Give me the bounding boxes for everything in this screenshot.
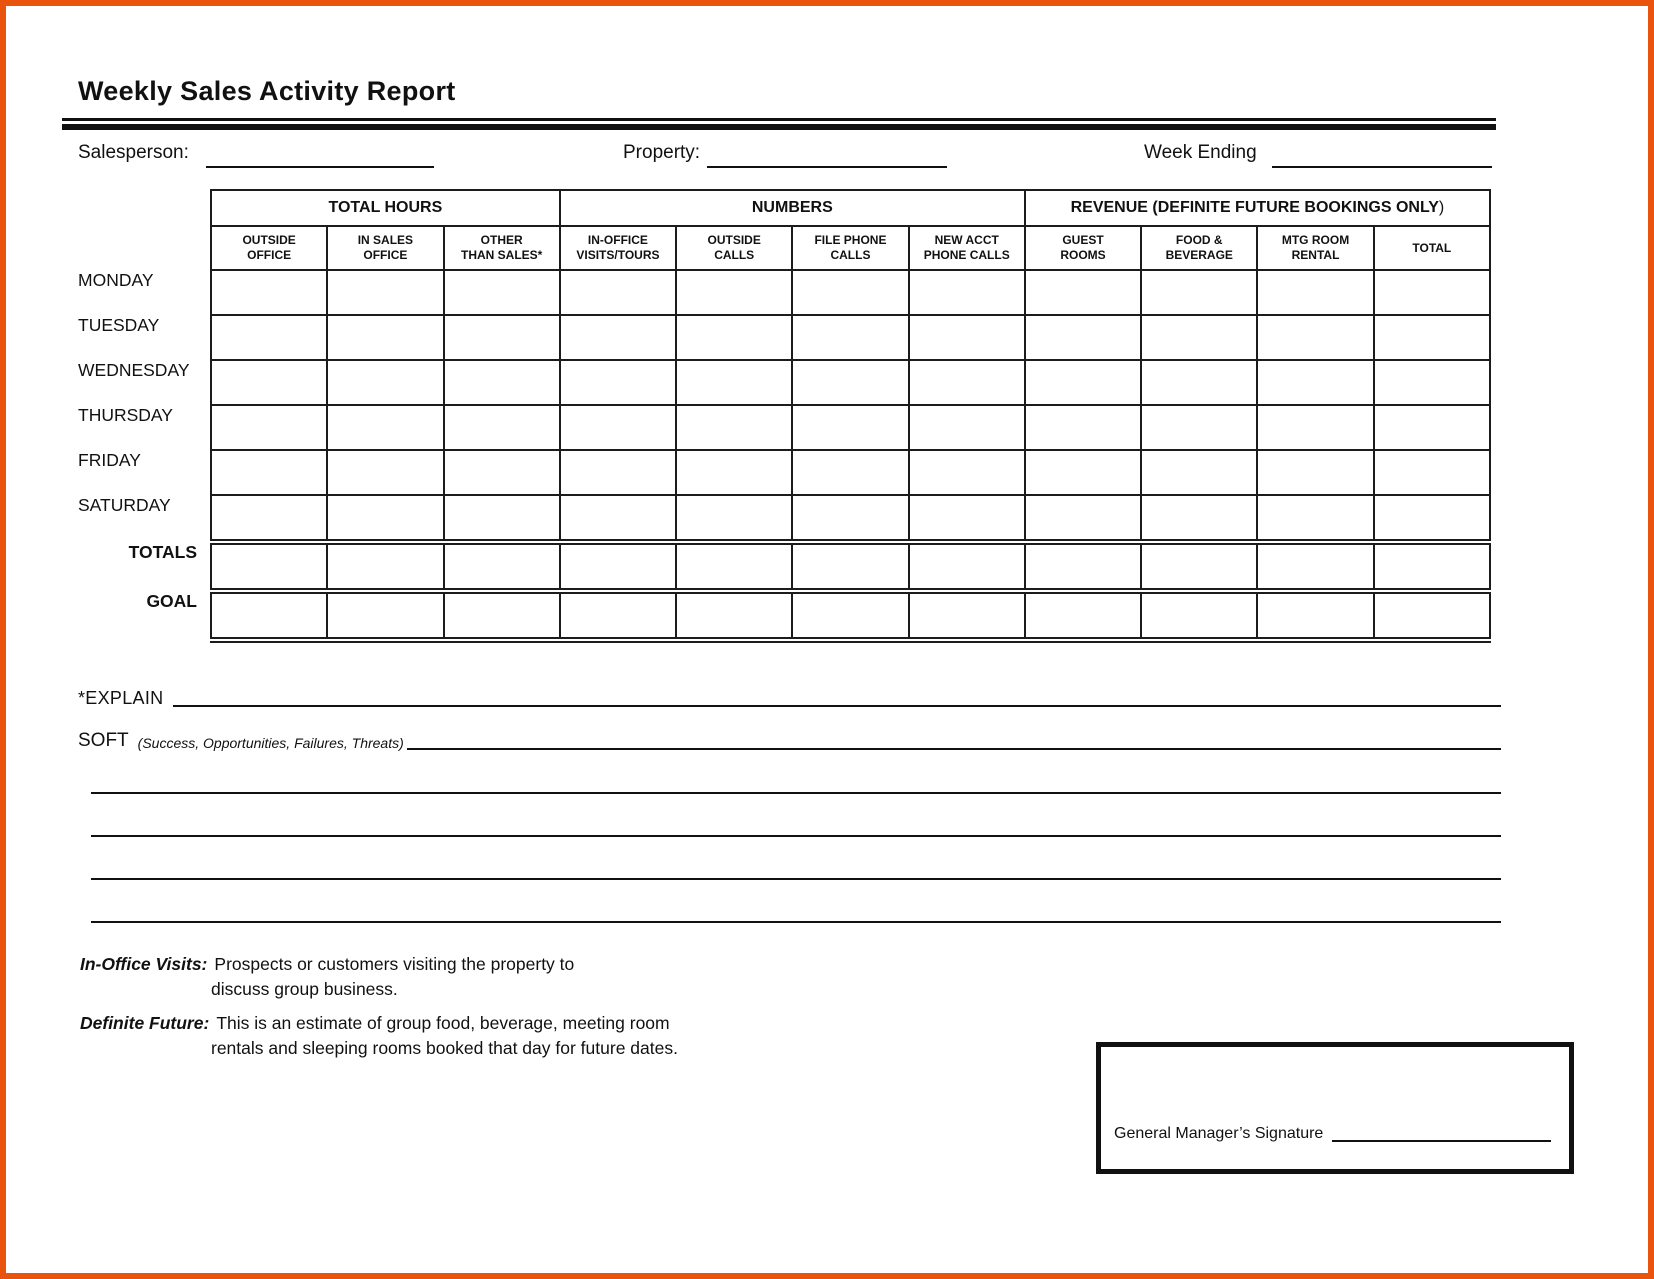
table-cell xyxy=(909,542,1025,591)
table-cell xyxy=(792,542,908,591)
week-ending-label: Week Ending xyxy=(1144,142,1257,163)
note-term: In-Office Visits: xyxy=(80,954,208,974)
table-cell xyxy=(1374,315,1490,360)
col-header-outside-calls: OUTSIDE CALLS xyxy=(676,226,792,270)
writing-line xyxy=(91,878,1501,880)
soft-row xyxy=(78,730,1501,752)
row-label-tuesday: TUESDAY xyxy=(78,315,160,335)
table-cell xyxy=(211,450,327,495)
table-cell xyxy=(1025,450,1141,495)
table-cell xyxy=(1141,450,1257,495)
writing-line xyxy=(91,792,1501,794)
table-cell xyxy=(444,360,560,405)
table-cell xyxy=(560,270,676,315)
page-title: Weekly Sales Activity Report xyxy=(78,76,456,106)
table-row-saturday xyxy=(78,495,1490,542)
row-label-thursday: THURSDAY xyxy=(78,405,173,425)
table-cell xyxy=(792,591,908,640)
table-cell xyxy=(444,495,560,542)
table-cell xyxy=(560,450,676,495)
table-cell xyxy=(1374,270,1490,315)
table-cell xyxy=(1374,450,1490,495)
table-cell xyxy=(327,405,443,450)
soft-label: SOFT xyxy=(78,730,129,751)
note-definite-future xyxy=(80,1011,678,1061)
table-cell xyxy=(1257,315,1373,360)
table-cell xyxy=(560,542,676,591)
table-cell xyxy=(327,591,443,640)
soft-blank-line xyxy=(407,748,1501,750)
table-cell xyxy=(444,405,560,450)
table-cell xyxy=(1025,591,1141,640)
table-cell xyxy=(327,270,443,315)
col-header-total: TOTAL xyxy=(1374,226,1490,270)
group-header-revenue xyxy=(1025,190,1490,226)
table-cell xyxy=(211,360,327,405)
table-cell xyxy=(444,591,560,640)
table-cell xyxy=(676,591,792,640)
column-header-row xyxy=(78,226,1490,270)
salesperson-label: Salesperson: xyxy=(78,142,189,163)
note-in-office-visits xyxy=(80,952,574,1002)
table-cell xyxy=(1141,405,1257,450)
table-cell xyxy=(1257,591,1373,640)
table-row-totals xyxy=(78,542,1490,591)
group-header-total-hours: TOTAL HOURS xyxy=(211,190,560,226)
col-header-food-beverage: FOOD & BEVERAGE xyxy=(1141,226,1257,270)
table-row-tuesday xyxy=(78,315,1490,360)
table-cell xyxy=(1025,542,1141,591)
table-cell xyxy=(560,315,676,360)
table-cell xyxy=(211,315,327,360)
gutter-cell xyxy=(78,226,211,270)
row-label-goal: GOAL xyxy=(146,591,197,611)
table-cell xyxy=(327,495,443,542)
table-cell xyxy=(909,495,1025,542)
table-cell xyxy=(444,450,560,495)
gutter-cell xyxy=(78,190,211,226)
row-label-saturday: SATURDAY xyxy=(78,495,171,515)
note-text: This is an estimate of group food, beverage, meeting room xyxy=(216,1013,670,1033)
table-cell xyxy=(1257,270,1373,315)
table-cell xyxy=(909,360,1025,405)
table-cell xyxy=(1141,360,1257,405)
table-cell xyxy=(560,405,676,450)
week-ending-blank-line xyxy=(1272,146,1492,168)
property-blank-line xyxy=(707,146,947,168)
activity-table xyxy=(78,189,1491,643)
table-cell xyxy=(676,495,792,542)
table-cell xyxy=(909,270,1025,315)
table-cell xyxy=(211,270,327,315)
table-cell xyxy=(1257,360,1373,405)
writing-line xyxy=(91,835,1501,837)
table-cell xyxy=(1141,542,1257,591)
table-cell xyxy=(1257,542,1373,591)
signature-label: General Manager’s Signature xyxy=(1114,1125,1324,1142)
explain-blank-line xyxy=(173,705,1501,707)
table-row-friday xyxy=(78,450,1490,495)
group-header-revenue-suffix: ) xyxy=(1438,199,1445,216)
explain-label: *EXPLAIN xyxy=(78,688,164,708)
table-cell xyxy=(1257,405,1373,450)
signature-blank-line xyxy=(1332,1140,1551,1142)
table-cell xyxy=(909,591,1025,640)
table-cell xyxy=(1374,360,1490,405)
table-row-monday xyxy=(78,270,1490,315)
soft-expansion: (Success, Opportunities, Failures, Threats) xyxy=(137,735,404,751)
table-cell xyxy=(792,405,908,450)
table-cell xyxy=(327,315,443,360)
col-header-new-acct-phone-calls: NEW ACCT PHONE CALLS xyxy=(909,226,1025,270)
row-label-wednesday: WEDNESDAY xyxy=(78,360,190,380)
group-header-revenue-text: REVENUE (DEFINITE FUTURE BOOKINGS ONLY xyxy=(1070,199,1439,216)
table-row-thursday xyxy=(78,405,1490,450)
table-cell xyxy=(1141,591,1257,640)
table-cell xyxy=(444,315,560,360)
table-cell xyxy=(211,405,327,450)
note-text-continued: rentals and sleeping rooms booked that day for future dates. xyxy=(211,1038,678,1058)
table-cell xyxy=(1025,270,1141,315)
table-cell xyxy=(792,315,908,360)
table-cell xyxy=(444,270,560,315)
note-text-continued: discuss group business. xyxy=(211,979,398,999)
table-cell xyxy=(327,542,443,591)
row-label-totals: TOTALS xyxy=(128,542,197,562)
table-row-wednesday xyxy=(78,360,1490,405)
col-header-other-than-sales: OTHER THAN SALES* xyxy=(444,226,560,270)
table-cell xyxy=(792,270,908,315)
table-row-goal xyxy=(78,591,1490,640)
table-cell xyxy=(1025,315,1141,360)
table-cell xyxy=(676,315,792,360)
signature-box xyxy=(1096,1042,1574,1174)
table-cell xyxy=(792,450,908,495)
table-cell xyxy=(909,450,1025,495)
table-cell xyxy=(560,360,676,405)
row-label-friday: FRIDAY xyxy=(78,450,141,470)
table-cell xyxy=(327,360,443,405)
table-cell xyxy=(1141,270,1257,315)
table-cell xyxy=(792,495,908,542)
table-cell xyxy=(211,542,327,591)
table-cell xyxy=(560,591,676,640)
table-cell xyxy=(1025,495,1141,542)
salesperson-blank-line xyxy=(206,146,434,168)
col-header-in-sales-office: IN SALES OFFICE xyxy=(327,226,443,270)
table-cell xyxy=(676,542,792,591)
property-label: Property: xyxy=(623,142,701,163)
table-cell xyxy=(676,405,792,450)
table-cell xyxy=(1374,495,1490,542)
group-header-numbers: NUMBERS xyxy=(560,190,1025,226)
table-cell xyxy=(1257,495,1373,542)
table-cell xyxy=(211,591,327,640)
table-cell xyxy=(909,405,1025,450)
table-cell xyxy=(676,270,792,315)
title-divider xyxy=(62,118,1496,130)
table-cell xyxy=(792,360,908,405)
table-cell xyxy=(1374,542,1490,591)
col-header-in-office-visits: IN-OFFICE VISITS/TOURS xyxy=(560,226,676,270)
table-cell xyxy=(909,315,1025,360)
col-header-mtg-room-rental: MTG ROOM RENTAL xyxy=(1257,226,1373,270)
note-text: Prospects or customers visiting the property to xyxy=(214,954,575,974)
table-cell xyxy=(676,450,792,495)
table-cell xyxy=(327,450,443,495)
table-cell xyxy=(1374,405,1490,450)
table-cell xyxy=(1257,450,1373,495)
table-cell xyxy=(1141,315,1257,360)
explain-row xyxy=(78,688,1501,709)
row-label-monday: MONDAY xyxy=(78,270,154,290)
table-cell xyxy=(1141,495,1257,542)
table-cell xyxy=(1025,405,1141,450)
group-header-row xyxy=(78,190,1490,226)
table-cell xyxy=(444,542,560,591)
table-cell xyxy=(1025,360,1141,405)
col-header-file-phone-calls: FILE PHONE CALLS xyxy=(792,226,908,270)
table-cell xyxy=(560,495,676,542)
col-header-outside-office: OUTSIDE OFFICE xyxy=(211,226,327,270)
col-header-guest-rooms: GUEST ROOMS xyxy=(1025,226,1141,270)
table-cell xyxy=(211,495,327,542)
table-cell xyxy=(676,360,792,405)
note-term: Definite Future: xyxy=(80,1013,210,1033)
table-cell xyxy=(1374,591,1490,640)
writing-line xyxy=(91,921,1501,923)
